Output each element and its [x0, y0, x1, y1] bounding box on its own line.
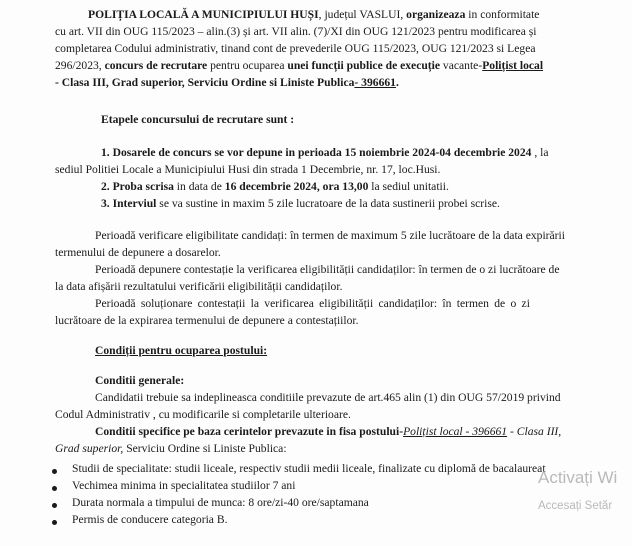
- list-item: Durata normala a timpului de munca: 8 ore/zi-40 ore/saptamana: [72, 496, 369, 509]
- general-conditions-heading: Conditii generale:: [95, 374, 185, 387]
- conditions-heading: Condiții pentru ocuparea postului:: [95, 344, 268, 357]
- list-item: Permis de conducere categoria B.: [72, 513, 228, 526]
- intro-line-1: POLIȚIA LOCALĂ A MUNICIPIULUI HUȘI, județul VASLUI, organizeaza in conformitate: [88, 8, 540, 21]
- bullet-icon: [52, 486, 57, 491]
- period-2-line-1: Perioadă depunere contestație la verificarea eligibilității candidaților: în termen de o zi lucrătoare de: [95, 263, 560, 276]
- job-title: Polițist local: [482, 59, 544, 72]
- stages-heading: Etapele concursului de recrutare sunt :: [101, 113, 295, 126]
- bullet-icon: [52, 469, 57, 474]
- specific-conditions-line-2: Grad superior, Serviciu Ordine si Liniste Publica:: [55, 442, 287, 455]
- bullet-icon: [52, 520, 57, 525]
- period-3-line-1: Perioadă soluționare contestații la verificarea eligibilității candidaților: în termen de o zi: [95, 297, 530, 310]
- intro-line-2: cu art. VII din OUG 115/2023 – alin.(3) și art. VII alin. (7)/XI din OUG 121/2023 pentru modificarea și: [55, 25, 537, 38]
- period-1-line-2: termenului de depunere a dosarelor.: [55, 246, 221, 259]
- intro-line-4: 296/2023, concurs de recrutare pentru ocuparea unei funcții publice de execuție vacante-Polițist local: [55, 59, 544, 72]
- specific-job-title: Polițist local - 396661: [403, 425, 508, 438]
- intro-line-5: - Clasa III, Grad superior, Serviciu Ordine si Liniste Publica- 396661.: [55, 76, 399, 89]
- bullet-icon: [52, 503, 57, 508]
- activation-watermark-subtitle: Accesați Setăr: [538, 500, 613, 512]
- stage-3: 3. Interviul se va sustine in maxim 5 zile lucratoare de la data sustinerii probei scrise.: [101, 197, 500, 210]
- specific-conditions-line-1: Conditii specifice pe baza cerintelor prevazute in fisa postului-Polițist local - 396661 - Clasa III,: [95, 425, 562, 438]
- list-item: Vechimea minima in specialitatea studiilor 7 ani: [72, 479, 296, 492]
- period-3-line-2: lucrătoare de la expirarea termenului de depunere a contestațiilor.: [55, 314, 359, 327]
- intro-line-3: completarea Codului administrativ, tinand cont de prevederile OUG 115/2023, OUG 121/2023 si Legea: [55, 42, 536, 55]
- stage-1: 1. Dosarele de concurs se vor depune in perioada 15 noiembrie 2024-04 decembrie 2024 , la: [101, 146, 549, 159]
- period-2-line-2: la data afișării rezultatului verificării eligibilității candidaților.: [55, 280, 343, 293]
- job-code: - 396661: [354, 76, 396, 89]
- org-name: POLIȚIA LOCALĂ A MUNICIPIULUI HUȘI: [88, 8, 319, 21]
- general-conditions-line-1: Candidatii trebuie sa indeplineasca conditiile prevazute de art.465 alin (1) din OUG 57/2019 privind: [95, 391, 561, 404]
- list-item: Studii de specialitate: studii liceale, respectiv studii medii liceale, finalizate cu diplomă de bacalaureat: [72, 462, 546, 475]
- general-conditions-line-2: Codul Administrativ , cu modificarile si completarile ulterioare.: [55, 408, 351, 421]
- stage-1-line-2: sediul Politiei Locale a Municipiului Husi din strada 1 Decembrie, nr. 17, loc.Husi.: [55, 163, 441, 176]
- activation-watermark-title: Activați Wi: [538, 468, 618, 487]
- stage-2: 2. Proba scrisa in data de 16 decembrie 2024, ora 13,00 la sediul unitatii.: [101, 180, 449, 193]
- period-1-line-1: Perioadă verificare eligibilitate candidați: în termen de maximum 5 zile lucrătoare de la data expirării: [95, 229, 565, 242]
